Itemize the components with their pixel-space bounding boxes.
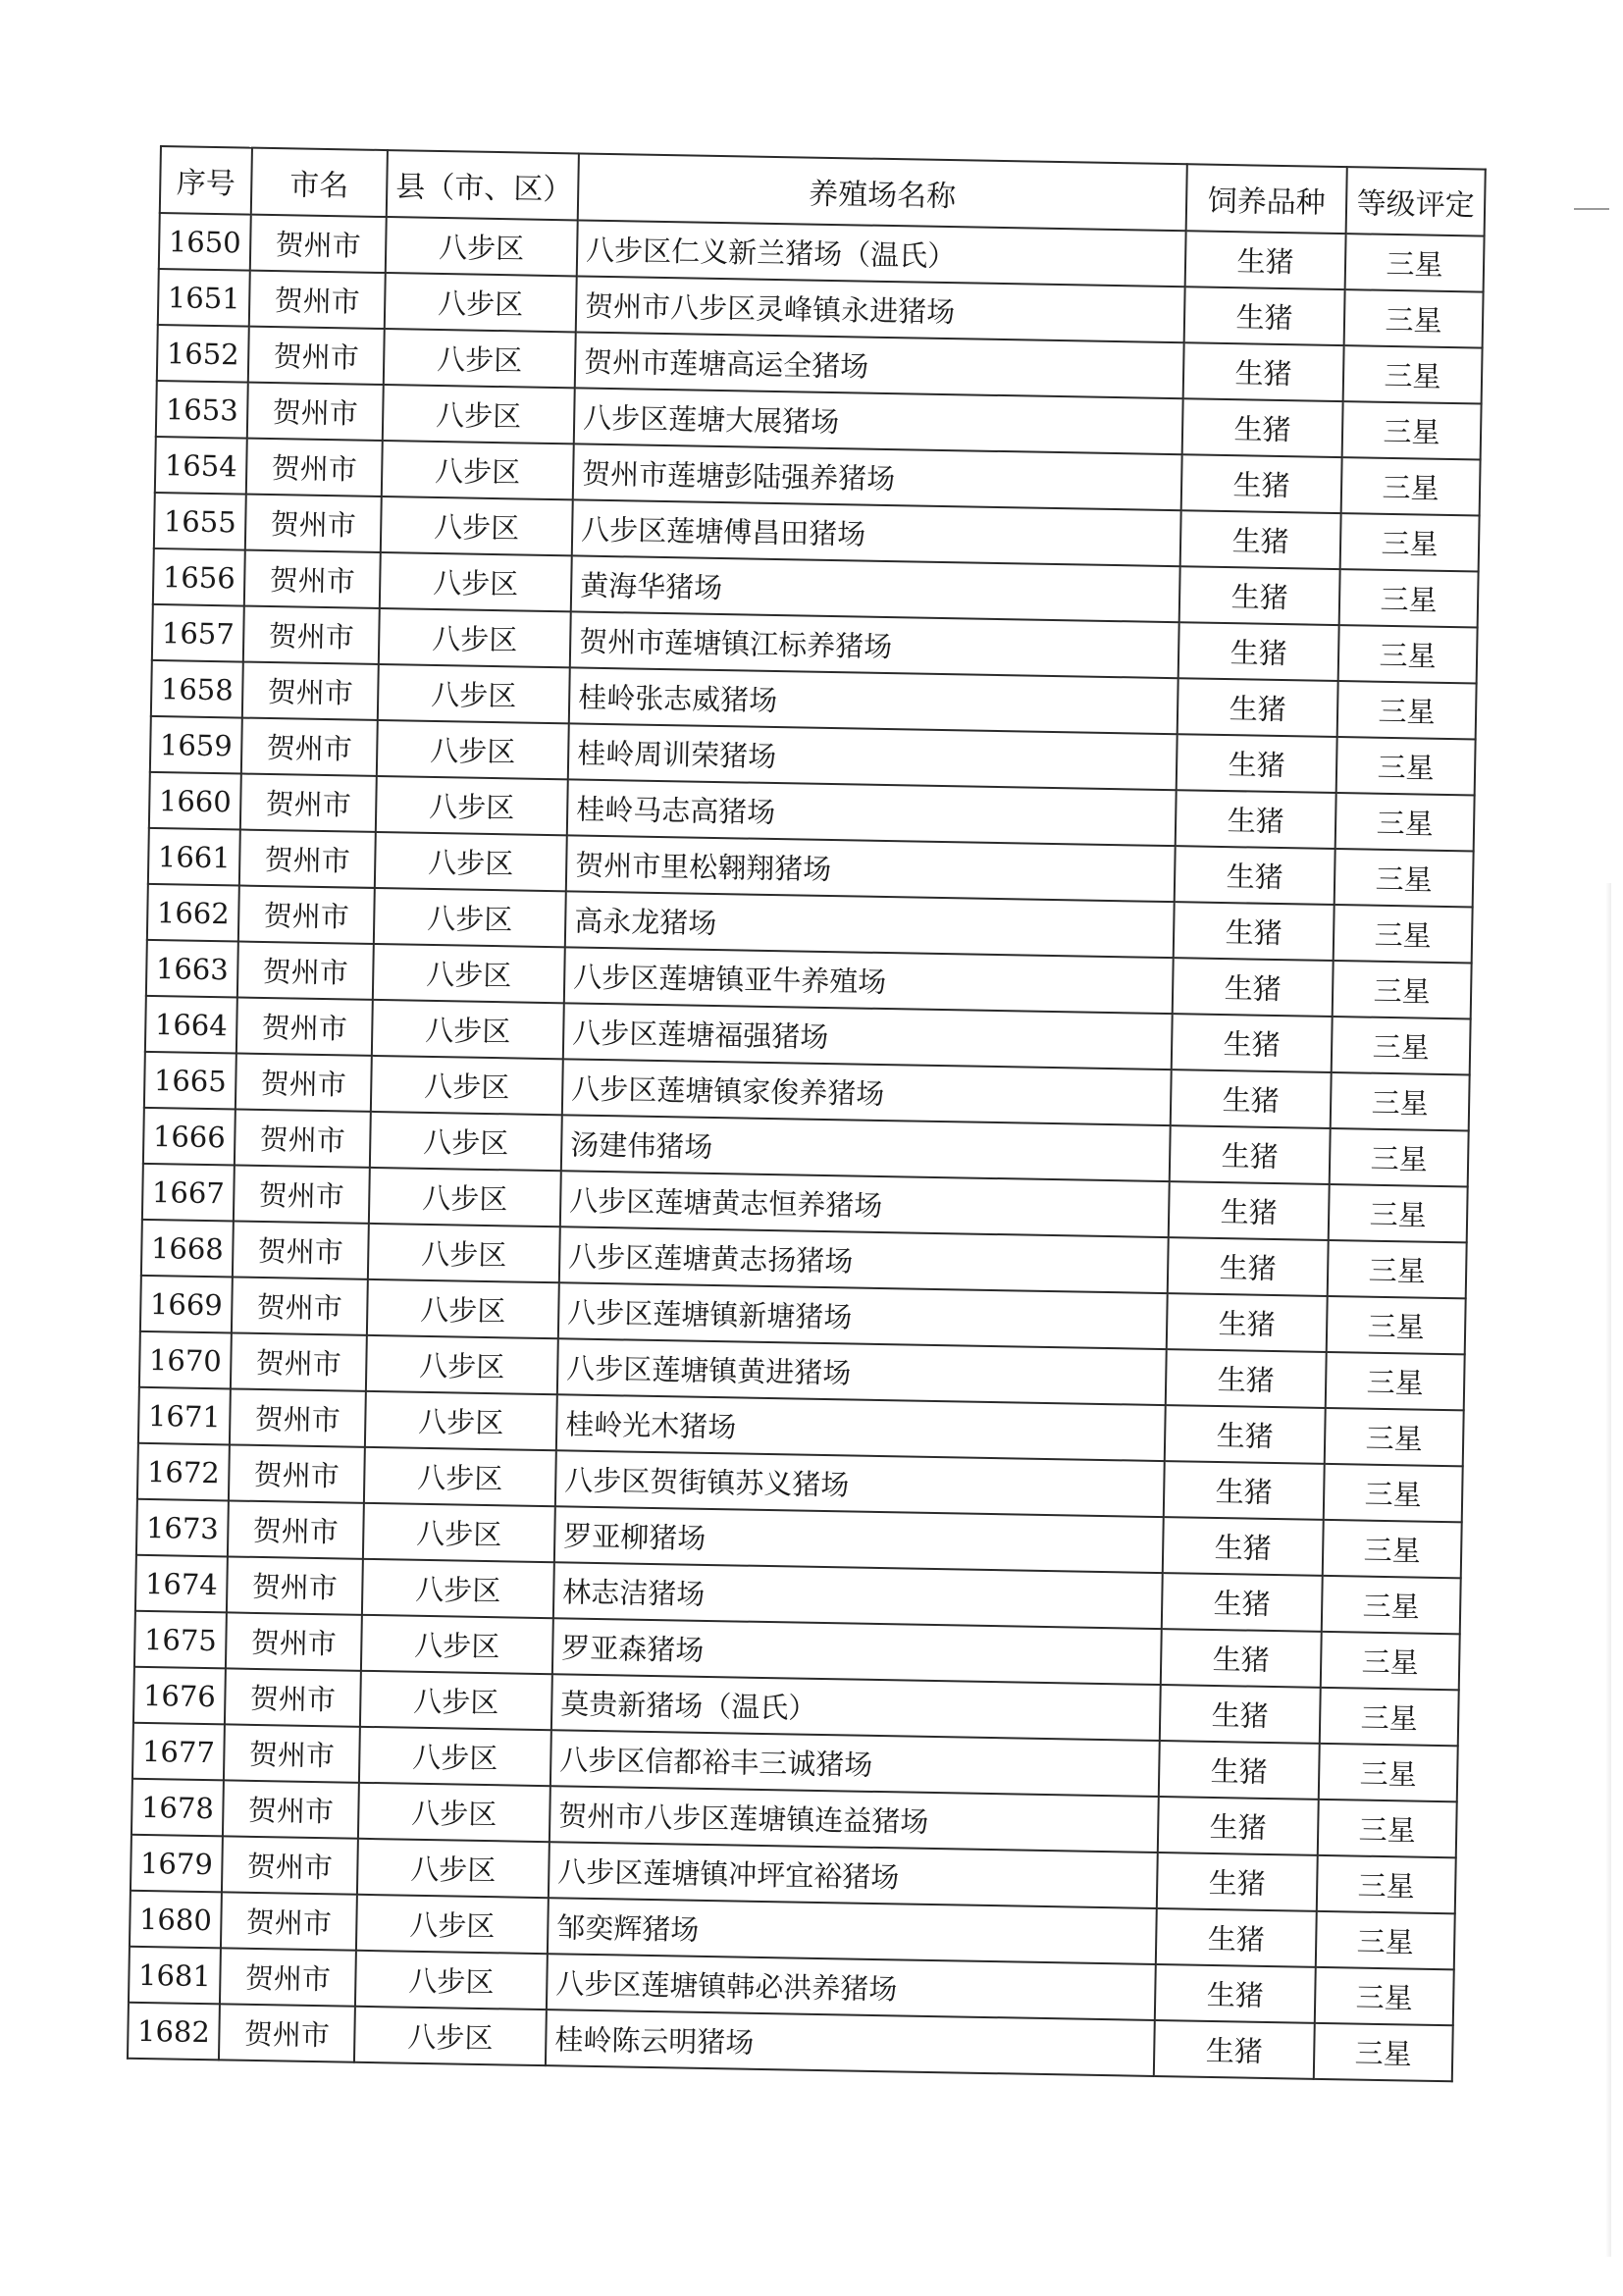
cell-seq: 1675 — [134, 1611, 227, 1669]
cell-city: 贺州市 — [222, 1836, 358, 1894]
cell-city: 贺州市 — [226, 1612, 362, 1670]
cell-city: 贺州市 — [239, 830, 376, 888]
cell-breed: 生猪 — [1177, 734, 1337, 793]
cell-city: 贺州市 — [229, 1444, 365, 1502]
cell-grade: 三星 — [1343, 345, 1483, 403]
cell-breed: 生猪 — [1178, 622, 1339, 681]
cell-breed: 生猪 — [1162, 1573, 1323, 1632]
cell-breed: 生猪 — [1164, 1461, 1325, 1520]
cell-farm-name: 八步区莲塘镇韩必洪养猪场 — [547, 1954, 1156, 2020]
cell-seq: 1657 — [152, 604, 244, 662]
table-sheet — [127, 145, 1485, 2082]
cell-seq: 1662 — [147, 884, 239, 942]
cell-city: 贺州市 — [233, 1221, 369, 1278]
cell-farm-name: 林志洁猪场 — [553, 1562, 1163, 1629]
cell-grade: 三星 — [1334, 905, 1473, 963]
table-body — [128, 213, 1485, 2081]
cell-seq: 1661 — [148, 828, 240, 886]
header-city: 市名 — [251, 148, 388, 217]
cell-county: 八步区 — [378, 664, 570, 723]
cell-farm-name: 八步区莲塘镇新塘猪场 — [558, 1282, 1168, 1349]
cell-county: 八步区 — [362, 1559, 554, 1618]
cell-farm-name: 八步区莲塘黄志扬猪场 — [559, 1226, 1169, 1293]
cell-breed: 生猪 — [1176, 790, 1336, 849]
cell-grade: 三星 — [1325, 1408, 1464, 1466]
cell-grade: 三星 — [1344, 289, 1484, 347]
cell-county: 八步区 — [361, 1615, 553, 1674]
cell-city: 贺州市 — [232, 1277, 368, 1334]
cell-grade: 三星 — [1340, 513, 1480, 571]
cell-seq: 1682 — [128, 2003, 220, 2061]
cell-grade: 三星 — [1323, 1520, 1462, 1578]
cell-seq: 1654 — [155, 437, 247, 495]
cell-county: 八步区 — [360, 1671, 552, 1730]
cell-grade: 三星 — [1337, 681, 1477, 739]
cell-county: 八步区 — [364, 1447, 556, 1506]
cell-breed: 生猪 — [1159, 1741, 1320, 1800]
cell-breed: 生猪 — [1157, 1852, 1318, 1911]
cell-grade: 三星 — [1316, 1911, 1455, 1969]
cell-city: 贺州市 — [234, 1165, 370, 1223]
cell-farm-name: 桂岭陈云明猪场 — [546, 2009, 1155, 2076]
cell-breed: 生猪 — [1173, 958, 1334, 1017]
cell-grade: 三星 — [1320, 1688, 1459, 1746]
cell-breed: 生猪 — [1181, 454, 1342, 513]
cell-county: 八步区 — [384, 329, 576, 388]
cell-seq: 1679 — [131, 1835, 223, 1893]
cell-grade: 三星 — [1315, 1967, 1454, 2025]
cell-breed: 生猪 — [1158, 1797, 1319, 1855]
cell-farm-name: 贺州市八步区灵峰镇永进猪场 — [576, 276, 1185, 342]
farm-rating-table — [127, 145, 1487, 2082]
cell-grade: 三星 — [1335, 793, 1475, 851]
cell-county: 八步区 — [385, 273, 577, 332]
cell-farm-name: 八步区莲塘镇黄进猪场 — [557, 1338, 1167, 1405]
cell-grade: 三星 — [1336, 737, 1476, 795]
cell-breed: 生猪 — [1180, 510, 1341, 569]
cell-county: 八步区 — [369, 1168, 561, 1226]
cell-city: 贺州市 — [231, 1332, 367, 1390]
cell-seq: 1650 — [159, 213, 251, 271]
cell-breed: 生猪 — [1165, 1405, 1326, 1464]
cell-breed: 生猪 — [1154, 2020, 1315, 2079]
cell-county: 八步区 — [376, 776, 568, 835]
cell-seq: 1670 — [139, 1331, 232, 1389]
cell-city: 贺州市 — [227, 1556, 363, 1614]
cell-grade: 三星 — [1326, 1352, 1465, 1410]
cell-county: 八步区 — [382, 441, 574, 499]
cell-city: 贺州市 — [246, 439, 383, 496]
cell-grade: 三星 — [1317, 1855, 1456, 1913]
cell-breed: 生猪 — [1175, 846, 1335, 905]
cell-breed: 生猪 — [1156, 1908, 1317, 1967]
cell-breed: 生猪 — [1160, 1685, 1321, 1744]
cell-county: 八步区 — [363, 1503, 555, 1562]
cell-seq: 1667 — [142, 1164, 235, 1222]
cell-city: 贺州市 — [242, 662, 379, 720]
cell-seq: 1681 — [129, 1947, 221, 2005]
header-grade: 等级评定 — [1346, 167, 1486, 235]
cell-seq: 1663 — [146, 940, 238, 998]
cell-farm-name: 贺州市莲塘高运全猪场 — [575, 332, 1184, 398]
cell-breed: 生猪 — [1184, 287, 1345, 345]
cell-city: 贺州市 — [223, 1780, 359, 1838]
cell-seq: 1659 — [150, 716, 242, 774]
cell-city: 贺州市 — [237, 942, 374, 1000]
cell-county: 八步区 — [377, 720, 569, 779]
cell-seq: 1655 — [154, 493, 246, 550]
cell-city: 贺州市 — [220, 1948, 356, 2006]
cell-breed: 生猪 — [1183, 342, 1344, 401]
cell-farm-name: 贺州市八步区莲塘镇连益猪场 — [550, 1786, 1159, 1852]
cell-farm-name: 八步区莲塘镇亚牛养殖场 — [564, 947, 1174, 1014]
cell-seq: 1660 — [149, 772, 241, 830]
cell-city: 贺州市 — [219, 2004, 355, 2061]
cell-breed: 生猪 — [1169, 1181, 1330, 1240]
cell-county: 八步区 — [355, 1951, 548, 2009]
cell-farm-name: 汤建伟猪场 — [561, 1115, 1171, 1181]
cell-county: 八步区 — [370, 1112, 562, 1171]
cell-seq: 1653 — [156, 381, 248, 439]
cell-city: 贺州市 — [238, 886, 375, 944]
cell-city: 贺州市 — [225, 1668, 361, 1726]
cell-grade: 三星 — [1328, 1240, 1467, 1298]
cell-farm-name: 桂岭马志高猪场 — [567, 779, 1177, 846]
cell-farm-name: 八步区贺街镇苏义猪场 — [555, 1450, 1165, 1517]
cell-seq: 1656 — [153, 548, 245, 606]
cell-seq: 1668 — [141, 1220, 234, 1278]
cell-grade: 三星 — [1330, 1128, 1469, 1186]
cell-county: 八步区 — [380, 552, 572, 611]
cell-grade: 三星 — [1345, 234, 1485, 291]
cell-farm-name: 罗亚柳猪场 — [554, 1506, 1164, 1573]
cell-grade: 三星 — [1339, 569, 1479, 627]
cell-county: 八步区 — [367, 1279, 559, 1338]
cell-grade: 三星 — [1335, 849, 1474, 907]
cell-grade: 三星 — [1324, 1464, 1463, 1522]
cell-seq: 1677 — [132, 1723, 225, 1781]
cell-city: 贺州市 — [245, 495, 382, 552]
cell-seq: 1672 — [137, 1443, 230, 1501]
cell-seq: 1676 — [133, 1667, 226, 1725]
cell-county: 八步区 — [356, 1895, 549, 1954]
cell-grade: 三星 — [1331, 1072, 1470, 1130]
cell-farm-name: 八步区莲塘大展猪场 — [574, 388, 1183, 454]
cell-grade: 三星 — [1338, 625, 1478, 683]
cell-county: 八步区 — [371, 1056, 563, 1115]
cell-breed: 生猪 — [1174, 902, 1335, 961]
cell-farm-name: 高永龙猪场 — [565, 891, 1175, 958]
cell-city: 贺州市 — [250, 215, 387, 273]
cell-county: 八步区 — [373, 944, 565, 1003]
cell-farm-name: 八步区莲塘镇冲坪宜裕猪场 — [549, 1842, 1158, 1908]
cell-county: 八步区 — [354, 2007, 547, 2065]
cell-breed: 生猪 — [1163, 1517, 1324, 1576]
cell-city: 贺州市 — [235, 1109, 371, 1167]
cell-city: 贺州市 — [247, 383, 384, 441]
cell-seq: 1665 — [144, 1052, 236, 1110]
cell-farm-name: 黄海华猪场 — [571, 555, 1180, 622]
cell-county: 八步区 — [383, 385, 575, 444]
cell-farm-name: 八步区莲塘镇家俊养猪场 — [562, 1059, 1172, 1125]
cell-breed: 生猪 — [1171, 1070, 1332, 1128]
cell-county: 八步区 — [359, 1727, 551, 1786]
cell-city: 贺州市 — [243, 606, 380, 664]
cell-county: 八步区 — [374, 888, 566, 947]
cell-farm-name: 八步区莲塘傅昌田猪场 — [572, 499, 1181, 566]
cell-grade: 三星 — [1319, 1744, 1458, 1801]
cell-grade: 三星 — [1314, 2023, 1453, 2081]
cell-farm-name: 桂岭周训荣猪场 — [568, 723, 1178, 790]
cell-farm-name: 八步区莲塘黄志恒养猪场 — [560, 1171, 1170, 1237]
cell-breed: 生猪 — [1168, 1237, 1329, 1296]
header-farm-name: 养殖场名称 — [578, 153, 1187, 231]
cell-breed: 生猪 — [1170, 1125, 1331, 1184]
cell-farm-name: 桂岭张志威猪场 — [569, 667, 1178, 734]
cell-city: 贺州市 — [230, 1388, 366, 1446]
cell-city: 贺州市 — [240, 774, 377, 832]
cell-grade: 三星 — [1329, 1184, 1468, 1242]
cell-county: 八步区 — [368, 1224, 560, 1282]
cell-seq: 1658 — [151, 660, 243, 718]
cell-seq: 1680 — [130, 1891, 222, 1949]
cell-seq: 1673 — [136, 1499, 229, 1557]
cell-grade: 三星 — [1327, 1296, 1466, 1354]
cell-farm-name: 八步区仁义新兰猪场（温氏） — [577, 220, 1186, 287]
header-seq: 序号 — [160, 146, 252, 215]
cell-farm-name: 贺州市莲塘镇江标养猪场 — [570, 611, 1179, 678]
cell-seq: 1678 — [131, 1779, 224, 1837]
cell-county: 八步区 — [381, 496, 573, 555]
scan-edge-mark — [1574, 208, 1609, 210]
cell-grade: 三星 — [1332, 1017, 1471, 1074]
cell-breed: 生猪 — [1161, 1629, 1322, 1688]
header-breed: 饲养品种 — [1186, 164, 1347, 234]
cell-farm-name: 贺州市莲塘彭陆强养猪场 — [573, 444, 1182, 510]
cell-seq: 1666 — [143, 1108, 236, 1166]
cell-grade: 三星 — [1322, 1576, 1461, 1634]
cell-county: 八步区 — [372, 1000, 564, 1059]
cell-city: 贺州市 — [248, 327, 385, 385]
cell-seq: 1671 — [138, 1387, 231, 1445]
cell-farm-name: 莫贵新猪场（温氏） — [551, 1674, 1161, 1741]
cell-county: 八步区 — [366, 1335, 558, 1394]
cell-grade: 三星 — [1321, 1632, 1460, 1690]
cell-seq: 1674 — [135, 1555, 228, 1613]
cell-breed: 生猪 — [1179, 566, 1340, 625]
cell-grade: 三星 — [1333, 961, 1472, 1018]
header-county: 县（市、区） — [387, 150, 579, 220]
cell-city: 贺州市 — [241, 718, 378, 776]
cell-seq: 1651 — [158, 269, 250, 327]
cell-seq: 1664 — [145, 996, 237, 1054]
cell-breed: 生猪 — [1182, 398, 1343, 457]
cell-farm-name: 桂岭光木猪场 — [556, 1394, 1166, 1461]
scan-edge-shadow — [1605, 883, 1611, 2257]
cell-breed: 生猪 — [1178, 678, 1338, 737]
cell-farm-name: 八步区信都裕丰三诚猪场 — [550, 1730, 1160, 1797]
cell-breed: 生猪 — [1172, 1014, 1333, 1072]
cell-seq: 1652 — [157, 325, 249, 383]
cell-seq: 1669 — [140, 1276, 233, 1333]
cell-county: 八步区 — [386, 217, 578, 276]
cell-county: 八步区 — [379, 608, 571, 667]
cell-farm-name: 邹奕辉猪场 — [548, 1898, 1157, 1964]
cell-city: 贺州市 — [224, 1724, 360, 1782]
cell-city: 贺州市 — [236, 1053, 372, 1111]
cell-breed: 生猪 — [1167, 1293, 1328, 1352]
cell-breed: 生猪 — [1155, 1964, 1316, 2023]
cell-city: 贺州市 — [228, 1500, 364, 1558]
cell-city: 贺州市 — [221, 1892, 357, 1950]
cell-city: 贺州市 — [249, 271, 386, 329]
cell-farm-name: 八步区莲塘福强猪场 — [563, 1003, 1173, 1070]
cell-county: 八步区 — [365, 1391, 557, 1450]
cell-farm-name: 贺州市里松翱翔猪场 — [566, 835, 1176, 902]
cell-grade: 三星 — [1342, 401, 1482, 459]
cell-county: 八步区 — [357, 1839, 550, 1898]
cell-breed: 生猪 — [1185, 231, 1346, 289]
cell-county: 八步区 — [375, 832, 567, 891]
cell-grade: 三星 — [1341, 457, 1481, 515]
cell-grade: 三星 — [1318, 1800, 1457, 1857]
cell-city: 贺州市 — [244, 550, 381, 608]
cell-breed: 生猪 — [1166, 1349, 1327, 1408]
cell-city: 贺州市 — [236, 998, 373, 1056]
cell-farm-name: 罗亚森猪场 — [552, 1618, 1162, 1685]
cell-county: 八步区 — [358, 1783, 550, 1842]
